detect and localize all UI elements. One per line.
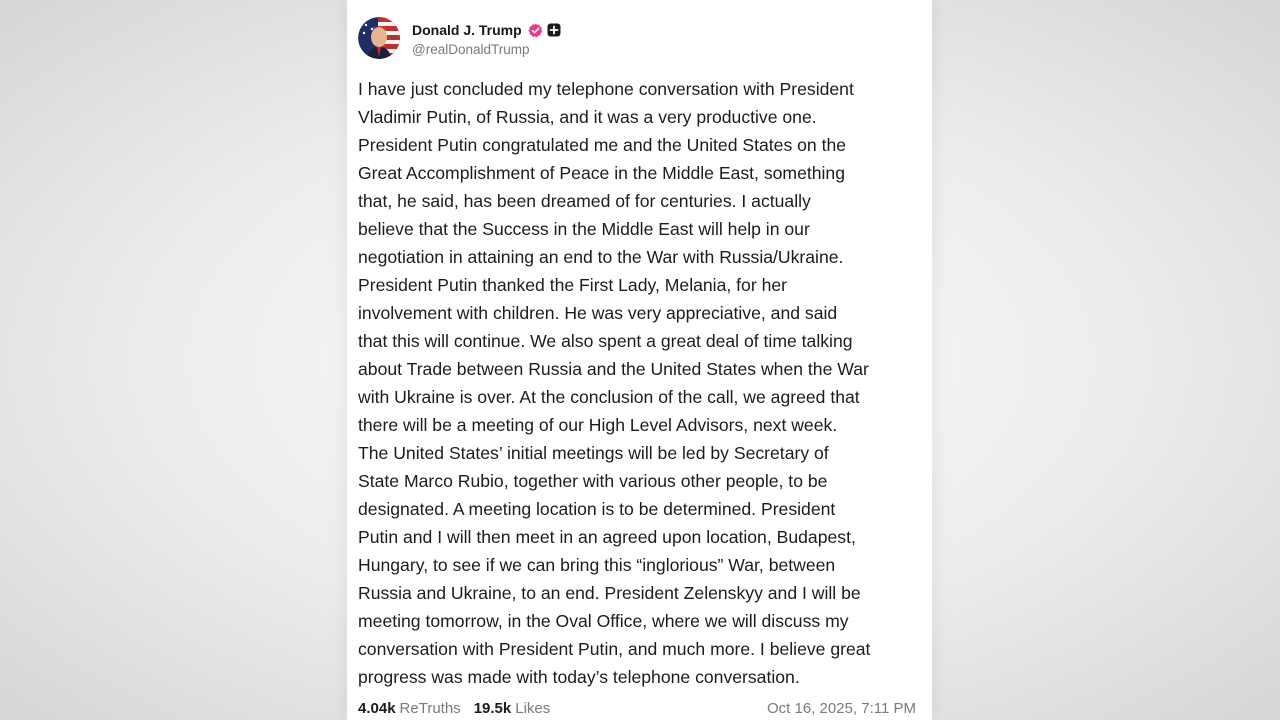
retruths-stat[interactable] [358,700,461,717]
post-header [358,17,561,59]
display-name[interactable]: Donald J. Trump [412,22,522,38]
post-timestamp[interactable]: Oct 16, 2025, 7:11 PM [767,700,916,717]
author-block [412,19,561,57]
post-card [347,0,932,720]
retruths-label: ReTruths [399,700,461,717]
verified-badge-icon [528,23,543,38]
name-row [412,19,561,41]
likes-count: 19.5k [473,700,512,717]
post-body-text: I have just concluded my telephone conversation with President Vladimir Putin, of Russia, and it was a very productive one. President Putin congratulated me and the United States on the Great Accomplishment of Peace in the Middle East, something that, he said, has been dreamed of for centuries. I actually believe that the Success in the Middle East will help in our negotiation in attaining an end to the War with Russia/Ukraine. President Putin thanked the First Lady, Melania, for her involvement with children. He was very appreciative, and said that this will continue. We also spent a great deal of time talking about Trade between Russia and the United States when the War with Ukraine is over. At the conclusion of the call, we agreed that there will be a meeting of our High Level Advisors, next week. The United States’ initial meetings will be led by Secretary of State Marco Rubio, together with various other people, to be designated. A meeting location is to be determined. President Putin and I will then meet in an agreed upon location, Budapest, Hungary, to see if we can bring this “inglorious” War, between Russia and Ukraine, to an end. President Zelenskyy and I will be meeting tomorrow, in the Oval Office, where we will discuss my conversation with President Putin, and much more. I believe great progress was made with today’s telephone conversation. [358,79,871,687]
avatar[interactable] [358,17,400,59]
post-footer [358,700,916,717]
author-handle[interactable]: @realDonaldTrump [412,42,530,57]
retruths-count: 4.04k [358,700,396,717]
likes-stat[interactable] [474,700,551,717]
likes-label: Likes [515,700,551,717]
plus-badge-icon [547,23,561,37]
avatar-image [358,17,400,59]
